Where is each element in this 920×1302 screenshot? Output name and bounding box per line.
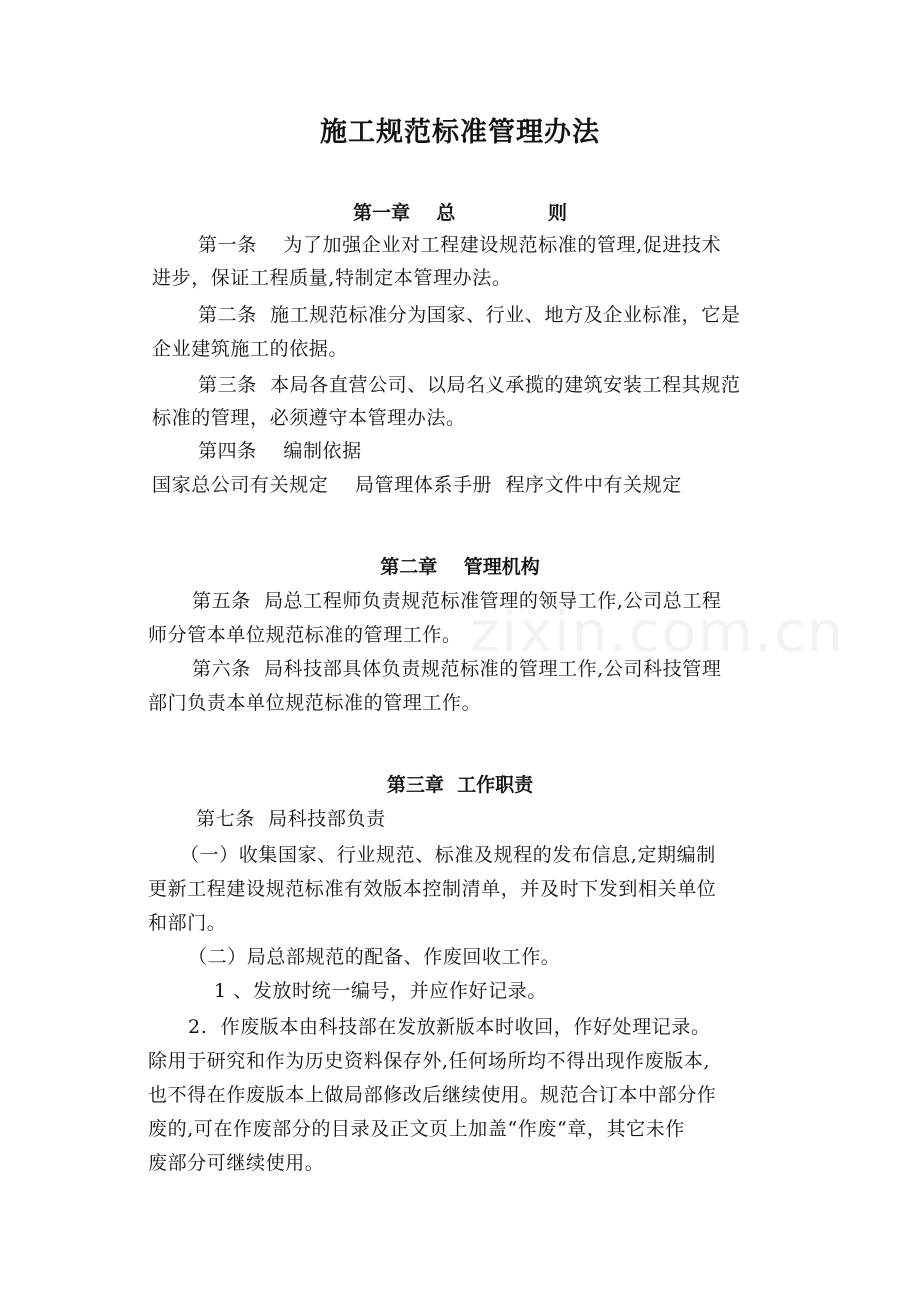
chapter-1-line: 标准的管理，必须遵守本管理办法。 xyxy=(152,407,466,429)
chapter-3-heading: 第三章 工作职责 xyxy=(386,774,534,796)
chapter-1-line: 第一条 为了加强企业对工程建设规范标准的管理,促进技术 xyxy=(198,234,722,256)
chapter-2-line: 第五条 局总工程师负责规范标准管理的领导工作,公司总工程 xyxy=(192,590,722,612)
chapter-2-line: 第六条 局科技部具体负责规范标准的管理工作,公司科技管理 xyxy=(192,658,722,680)
chapter-1-line: 第四条 编制依据 xyxy=(198,440,362,462)
watermark-text: zixin.com.cn xyxy=(470,600,845,665)
chapter-1-line: 企业建筑施工的依据。 xyxy=(152,338,349,360)
chapter-2-line: 部门负责本单位规范标准的管理工作。 xyxy=(148,692,482,714)
chapter-3-line: 和部门。 xyxy=(148,912,227,934)
chapter-1-line: 进步，保证工程质量,特制定本管理办法。 xyxy=(152,267,512,289)
chapter-3-line: 除用于研究和作为历史资料保存外,任何场所均不得出现作废版本, xyxy=(148,1050,711,1072)
chapter-3-line: （二）局总部规范的配备、作废回收工作。 xyxy=(188,946,561,968)
chapter-2-heading: 第二章 管理机构 xyxy=(380,556,540,578)
chapter-3-line: 1 、发放时统一编号，并应作好记录。 xyxy=(214,980,547,1002)
chapter-3-line: 更新工程建设规范标准有效版本控制清单，并及时下发到相关单位 xyxy=(148,878,717,900)
document-title: 施工规范标准管理办法 xyxy=(320,117,600,148)
chapter-1-line: 国家总公司有关规定 局管理体系手册 程序文件中有关规定 xyxy=(152,474,682,496)
chapter-2-line: 师分管本单位规范标准的管理工作。 xyxy=(148,624,462,646)
chapter-3-line: 废部分可继续使用。 xyxy=(148,1152,325,1174)
chapter-3-line: 第七条 局科技部负责 xyxy=(196,808,386,830)
chapter-1-heading: 第一章 总 则 xyxy=(352,202,568,224)
chapter-3-line: 废的,可在作废部分的目录及正文页上加盖“作废“章，其它未作 xyxy=(148,1118,685,1140)
chapter-3-line: 也不得在作废版本上做局部修改后继续使用。规范合订本中部分作 xyxy=(148,1084,717,1106)
chapter-1-line: 第三条 本局各直营公司、以局名义承揽的建筑安装工程其规范 xyxy=(198,374,741,396)
chapter-3-line: （一）收集国家、行业规范、标准及规程的发布信息,定期编制 xyxy=(180,844,716,866)
chapter-3-line: 2. 作废版本由科技部在发放新版本时收回，作好处理记录。 xyxy=(188,1016,711,1038)
chapter-1-line: 第二条 施工规范标准分为国家、行业、地方及企业标准，它是 xyxy=(198,304,741,326)
